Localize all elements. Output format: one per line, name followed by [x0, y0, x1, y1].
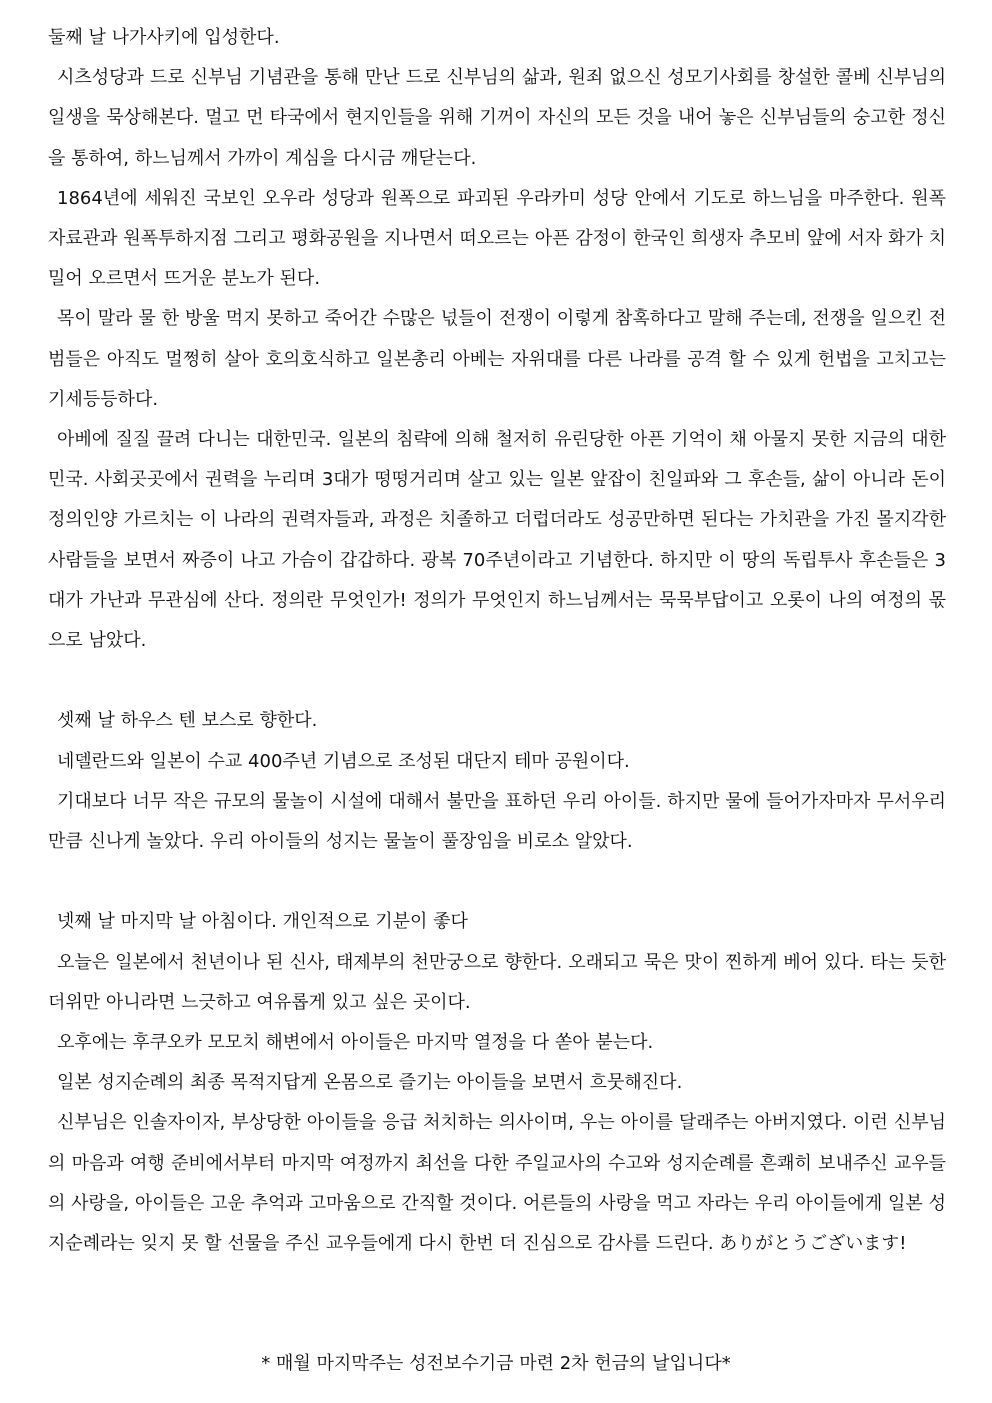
paragraph-day3-intro: 셋째 날 하우스 텐 보스로 향한다. — [57, 710, 318, 732]
paragraph-shitsu-church: 시츠성당과 드로 신부님 기념관을 통해 만난 드로 신부님의 삶과, 원죄 없으신 성모기사회를 창설한 콜베 신부님의 일생을 묵상해본다. 멀고 먼 타국에서 현지인들을 위해 기꺼이 자신의 모든 것을 내어 놓은 신부님들의 숭고한 정신을 통하여, 하느님께서 가까이 계심을 다시금 깨닫는다. — [48, 67, 946, 169]
paragraph-korea-reflection: 아베에 질질 끌려 다니는 대한민국. 일본의 침략에 의해 철저히 유린당한 아픈 기억이 채 아물지 못한 지금의 대한민국. 사회곳곳에서 권력을 누리며 3대가 떵떵거리며 살고 있는 일본 앞잡이 친일파와 그 후손들, 삶이 아니라 돈이 정의인양 가르치는 이 나라의 권력자들과, 과정은 치졸하고 더럽더라도 성공만하면 된다는 가치관을 가진 몰지각한 사람들을 보면서 짜증이 나고 가슴이 갑갑하다. 광복 70주년이라고 기념한다. 하지만 이 땅의 독립투사 후손들은 3대가 가난과 무관심에 산다. 정의란 무엇인가! 정의가 무엇인지 하느님께서는 묵묵부답이고 오롯이 나의 여정의 몫으로 남았다. — [48, 429, 946, 652]
paragraph-spacer — [48, 661, 946, 701]
paragraph-dazaifu: 오늘은 일본에서 천년이나 된 신사, 태제부의 천만궁으로 향한다. 오래되고 묵은 맛이 찐하게 베어 있다. 타는 듯한 더위만 아니라면 느긋하고 여유롭게 있고 싶은 곳이다. — [48, 951, 946, 1013]
paragraph-final-destination: 일본 성지순례의 최종 목적지답게 온몸으로 즐기는 아이들을 보면서 흐뭇해진다. — [57, 1072, 683, 1094]
document-body — [48, 18, 946, 1264]
paragraph-oura-church: 1864년에 세워진 국보인 오우라 성당과 원폭으로 파괴된 우라카미 성당 안에서 기도로 하느님을 마주한다. 원폭자료관과 원폭투하지점 그리고 평화공원을 지나면서 떠오르는 아픈 감정이 한국인 희생자 추모비 앞에 서자 화가 치밀어 오르면서 뜨거운 분노가 된다. — [48, 187, 946, 290]
footer-notice: * 매월 마지막주는 성전보수기금 마련 2차 헌금의 날입니다* — [261, 1353, 731, 1374]
paragraph-day4-intro: 넷째 날 마지막 날 아침이다. 개인적으로 기분이 좋다 — [57, 911, 468, 933]
paragraph-spacer — [48, 862, 946, 902]
paragraph-war-victims: 목이 말라 물 한 방울 먹지 못하고 죽어간 수많은 넋들이 전쟁이 이렇게 참혹하다고 말해 주는데, 전쟁을 일으킨 전범들은 아직도 멀쩡히 살아 호의호식하고 일본총리 아베는 자위대를 다른 나라를 공격 할 수 있게 헌법을 고치고는 기세등등하다. — [48, 308, 946, 410]
paragraph-momochi-beach: 오후에는 후쿠오카 모모치 해변에서 아이들은 마지막 열정을 다 쏟아 붇는다. — [57, 1032, 654, 1054]
paragraph-water-play: 기대보다 너무 작은 규모의 물놀이 시설에 대해서 불만을 표하던 우리 아이들. 하지만 물에 들어가자마자 무서우리 만큼 신나게 놀았다. 우리 아이들의 성지는 물놀이 풀장임을 비로소 알았다. — [48, 790, 946, 853]
paragraph-day2-intro: 둘째 날 나가사키에 입성한다. — [48, 27, 280, 48]
paragraph-theme-park: 네델란드와 일본이 수교 400주년 기념으로 조성된 대단지 테마 공원이다. — [57, 750, 630, 772]
paragraph-thanks: 신부님은 인솔자이자, 부상당한 아이들을 응급 처치하는 의사이며, 우는 아이를 달래주는 아버지였다. 이런 신부님의 마음과 여행 준비에서부터 마지막 여정까지 최선을 다한 주일교사의 수고와 성지순례를 흔쾌히 보내주신 교우들의 사랑을, 아이들은 고운 추억과 고마움으로 간직할 것이다. 어른들의 사랑을 먹고 자라는 우리 아이들에게 일본 성지순례라는 잊지 못 할 선물을 주신 교우들에게 다시 한번 더 진심으로 감사를 드린다. ありがとうございます! — [48, 1112, 946, 1255]
